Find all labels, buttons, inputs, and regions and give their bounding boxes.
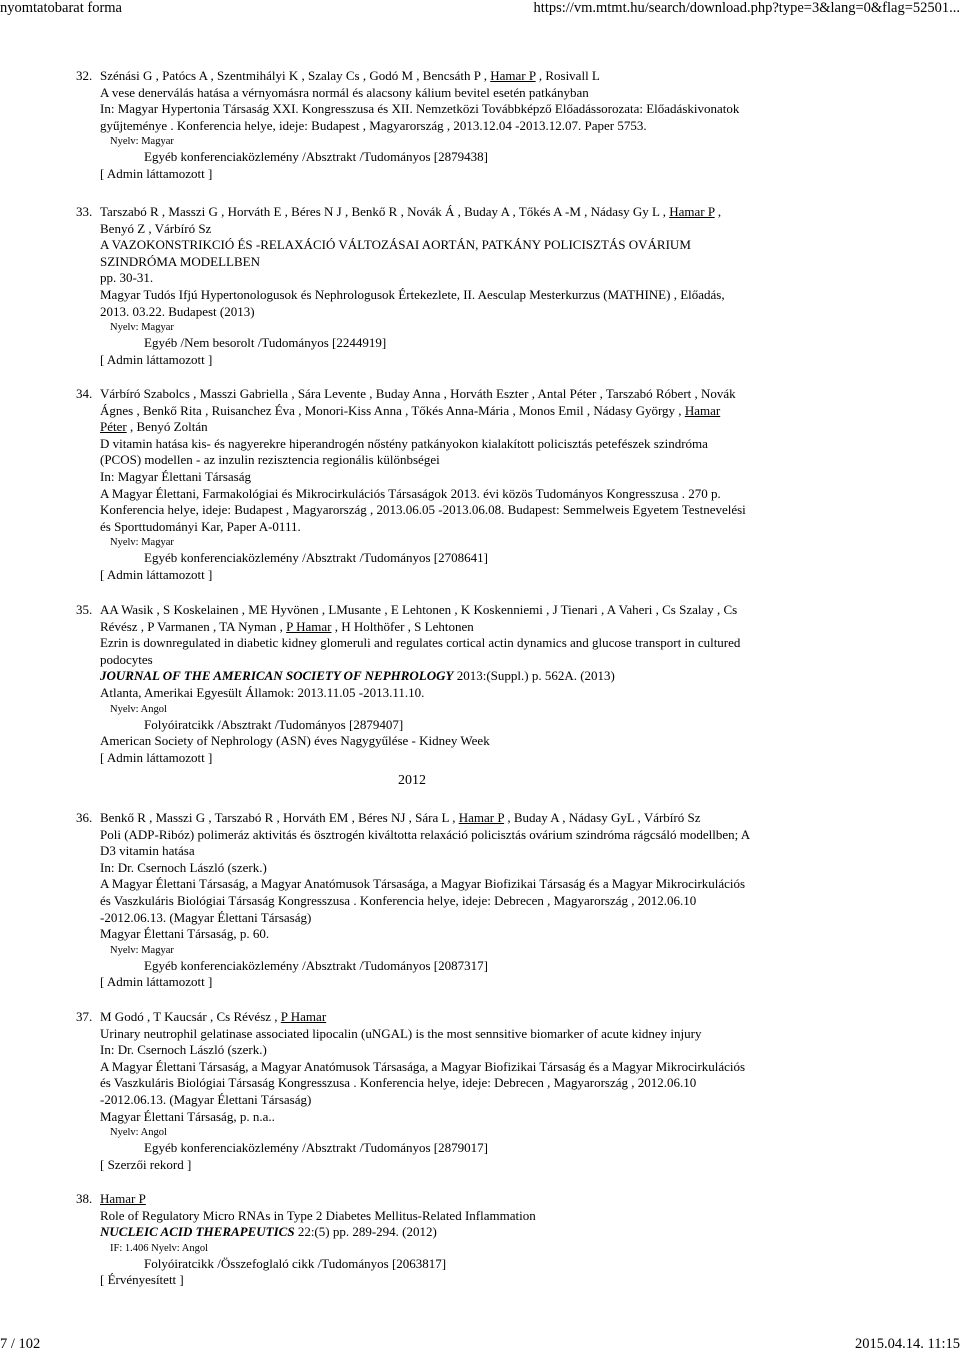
entry-status: [ Admin láttamozott ] [100,749,213,765]
entry-authors: Tarszabó R , Masszi G , Horváth E , Béres N J , Benkő R , Novák Á , Buday A , Tőkés A -M , Nádasy Gy L , Hamar P , [100,204,722,219]
entry-authors-cont: Benyó Z , Várbíró Sz [100,220,212,236]
entry-source-cont: gyűjteménye . Konferencia helye, ideje: Budapest , Magyarország , 2013.12.04 -2013.12.07. Paper 5753. [100,117,647,133]
entry-book-cont: és Vaszkuláris Biológiai Társaság Kongresszusa . Konferencia helye, ideje: Debrecen , Magyarország , 2012.06.10 [100,892,697,908]
entry-type: Egyéb konferenciaközlemény /Absztrakt /Tudományos [2708641] [144,550,488,566]
entry-type: Folyóiratcikk /Összefoglaló cikk /Tudományos [2063817] [144,1255,447,1271]
entry-status: [ Admin láttamozott ] [100,165,213,181]
entry-title: Poli (ADP-Ribóz) polimeráz aktivitás és ösztrogén kiváltotta relaxáció policisztás ovárium szindróma rágcsáló modellben; A [100,826,751,842]
entry-in: In: Dr. Csernoch László (szerk.) [100,1042,267,1058]
entry-publisher: Magyar Élettani Társaság, p. n.a.. [100,1108,275,1124]
entry-title: Role of Regulatory Micro RNAs in Type 2 Diabetes Mellitus-Related Inflammation [100,1207,536,1223]
entry-title: Ezrin is downregulated in diabetic kidney glomeruli and regulates cortical actin dynamics and glucose transport in cultured [100,635,741,651]
entry-authors [100,1191,830,1208]
entry-conference: Magyar Tudós Ifjú Hypertonologusok és Nephrologusok Értekezlete, II. Aesculap Mesterkurzus (MATHINE) , Előadás, [100,286,725,302]
entry-book-cont: -2012.06.13. (Magyar Élettani Társaság) [100,1091,312,1107]
entry-authors: M Godó , T Kaucsár , Cs Révész , P Hamar [100,1009,327,1024]
author-link[interactable]: P Hamar [286,618,332,634]
entry-authors: Szénási G , Patócs A , Szentmihályi K , Szalay Cs , Godó M , Bencsáth P , Hamar P , Rosivall L [100,68,600,83]
entry-language: Nyelv: Magyar [110,322,174,334]
entry-status: [ Érvényesített ] [100,1272,184,1288]
author-link[interactable]: Hamar P [669,204,715,219]
author-link[interactable]: Hamar P [458,810,505,825]
journal-name: NUCLEIC ACID THERAPEUTICS [100,1224,295,1240]
entry-publisher: Magyar Élettani Társaság, p. 60. [100,926,270,942]
entry-type: Egyéb konferenciaközlemény /Absztrakt /Tudományos [2879017] [144,1140,488,1156]
entry-number: 34. [76,386,93,401]
entry-number: 33. [76,204,93,219]
author-link[interactable]: Hamar P [490,68,536,83]
entry-authors-cont: Péter , Benyó Zoltán [100,419,208,435]
entry-number: 32. [76,68,93,83]
entry-language: Nyelv: Magyar [110,136,174,148]
entry-book: A Magyar Élettani, Farmakológiai és Mikrocirkulációs Társaságok 2013. évi közös Tudományos Kongresszusa . 270 p. [100,485,721,501]
entry-status: [ Admin láttamozott ] [100,351,213,367]
author-link[interactable]: Hamar [684,402,721,418]
entry-book: A Magyar Élettani Társaság, a Magyar Anatómusok Társasága, a Magyar Biofizikai Társaság és a Magyar Mikrocirkulációs [100,1058,746,1074]
entry-in: In: Dr. Csernoch László (szerk.) [100,859,267,875]
entry-language: Nyelv: Magyar [110,537,174,549]
entry-language: Nyelv: Magyar [110,944,174,956]
entry-type: Egyéb konferenciaközlemény /Absztrakt /Tudományos [2879438] [144,149,488,165]
entry-place: Atlanta, Amerikai Egyesült Államok: 2013.11.05 -2013.11.10. [100,684,425,700]
entry-title: Urinary neutrophil gelatinase associated lipocalin (uNGAL) is the most sennsitive biomarker of acute kidney injury [100,1025,702,1041]
entry-status: [ Szerzői rekord ] [100,1156,192,1172]
entry-title: A VAZOKONSTRIKCIÓ ÉS -RELAXÁCIÓ VÁLTOZÁSAI AORTÁN, PATKÁNY POLICISZTÁS OVÁRIUM [100,237,691,253]
entry-book-cont: -2012.06.13. (Magyar Élettani Társaság) [100,909,312,925]
entry-type: Egyéb /Nem besorolt /Tudományos [2244919] [144,335,387,351]
entry-title-cont: podocytes [100,651,153,667]
journal-name: JOURNAL OF THE AMERICAN SOCIETY OF NEPHROLOGY [100,668,454,684]
entry-title-cont: D3 vitamin hatása [100,843,195,859]
author-link[interactable]: Péter [100,419,127,435]
entry-book-cont: és Vaszkuláris Biológiai Társaság Kongresszusa . Konferencia helye, ideje: Debrecen , Magyarország , 2012.06.10 [100,1075,697,1091]
entry-number: 37. [76,1009,93,1024]
print-timestamp: 2015.04.14. 11:15 [855,1336,960,1352]
page-number: 7 / 102 [0,1336,41,1352]
entry-in: In: Magyar Élettani Társaság [100,468,252,484]
entry-language: Nyelv: Angol [110,1127,167,1139]
entry-status: [ Admin láttamozott ] [100,566,213,582]
entry-title-cont: SZINDRÓMA MODELLBEN [100,253,260,269]
entry-extra: American Society of Nephrology (ASN) éves Nagygyűlése - Kidney Week [100,733,490,749]
entry-authors-cont: Révész , P Varmanen , TA Nyman , P Hamar , H Holthöfer , S Lehtonen [100,618,474,634]
entry-title-cont: (PCOS) modellen - az inzulin rezisztencia regionális különbségei [100,452,440,468]
entry-language: IF: 1.406 Nyelv: Angol [110,1242,209,1254]
entry-authors: Várbíró Szabolcs , Masszi Gabriella , Sára Levente , Buday Anna , Horváth Eszter , Antal Péter , Tarszabó Róbert , Novák [100,386,736,401]
entry-journal: NUCLEIC ACID THERAPEUTICS 22:(5) pp. 289-294. (2012) [100,1224,437,1240]
entry-conference: Konferencia helye, ideje: Budapest , Magyarország , 2013.06.05 -2013.06.08. Budapest: Semmelweis Egyetem Testnevelési [100,502,746,518]
print-footer [0,1336,960,1353]
entry-title: A vese denerválás hatása a vérnyomásra normál és alacsony kálium bevitel esetén patkányban [100,84,589,100]
entry-number: 36. [76,810,93,825]
entry-status: [ Admin láttamozott ] [100,974,213,990]
year-separator: 2012 [398,773,426,788]
entry-number: 35. [76,602,93,617]
entry-source: In: Magyar Hypertonia Társaság XXI. Kongresszusa és XII. Nemzetközi Továbbképző Előadássorozata: Előadáskivonatok [100,101,740,117]
header-url: https://vm.mtmt.hu/search/download.php?type=3&lang=0&flag=52501... [533,0,960,16]
entry-title: D vitamin hatása kis- és nagyerekre hiperandrogén nőstény patkányokon kialakított policisztás petefészek szindróma [100,435,708,451]
entry-conference-cont: 2013. 03.22. Budapest (2013) [100,303,255,319]
entry-journal: JOURNAL OF THE AMERICAN SOCIETY OF NEPHROLOGY 2013:(Suppl.) p. 562A. (2013) [100,668,615,684]
entry-language: Nyelv: Angol [110,703,167,715]
entry-authors-cont: Ágnes , Benkő Rita , Ruisanchez Éva , Monori-Kiss Anna , Tőkés Anna-Mária , Monos Emil , Nádasy György , Hamar [100,402,721,418]
print-header [0,0,960,17]
entry-type: Folyóiratcikk /Absztrakt /Tudományos [2879407] [144,716,404,732]
author-link[interactable]: Hamar P [100,1191,146,1206]
author-link[interactable]: P Hamar [280,1009,327,1024]
entry-authors: AA Wasik , S Koskelainen , ME Hyvönen , LMusante , E Lehtonen , K Koskenniemi , J Tienari , A Vaheri , Cs Szalay , Cs [100,602,738,617]
header-title: nyomtatobarat forma [0,0,122,16]
entry-type: Egyéb konferenciaközlemény /Absztrakt /Tudományos [2087317] [144,957,488,973]
entry-book: A Magyar Élettani Társaság, a Magyar Anatómusok Társasága, a Magyar Biofizikai Társaság és a Magyar Mikrocirkulációs [100,876,746,892]
entry-number: 38. [76,1191,93,1206]
entry-pages: pp. 30-31. [100,270,154,286]
entry-conference-cont: és Sporttudományi Kar, Paper A-0111. [100,518,301,534]
entry-authors: Benkő R , Masszi G , Tarszabó R , Horváth EM , Béres NJ , Sára L , Hamar P , Buday A , Nádasy GyL , Várbíró Sz [100,810,701,825]
